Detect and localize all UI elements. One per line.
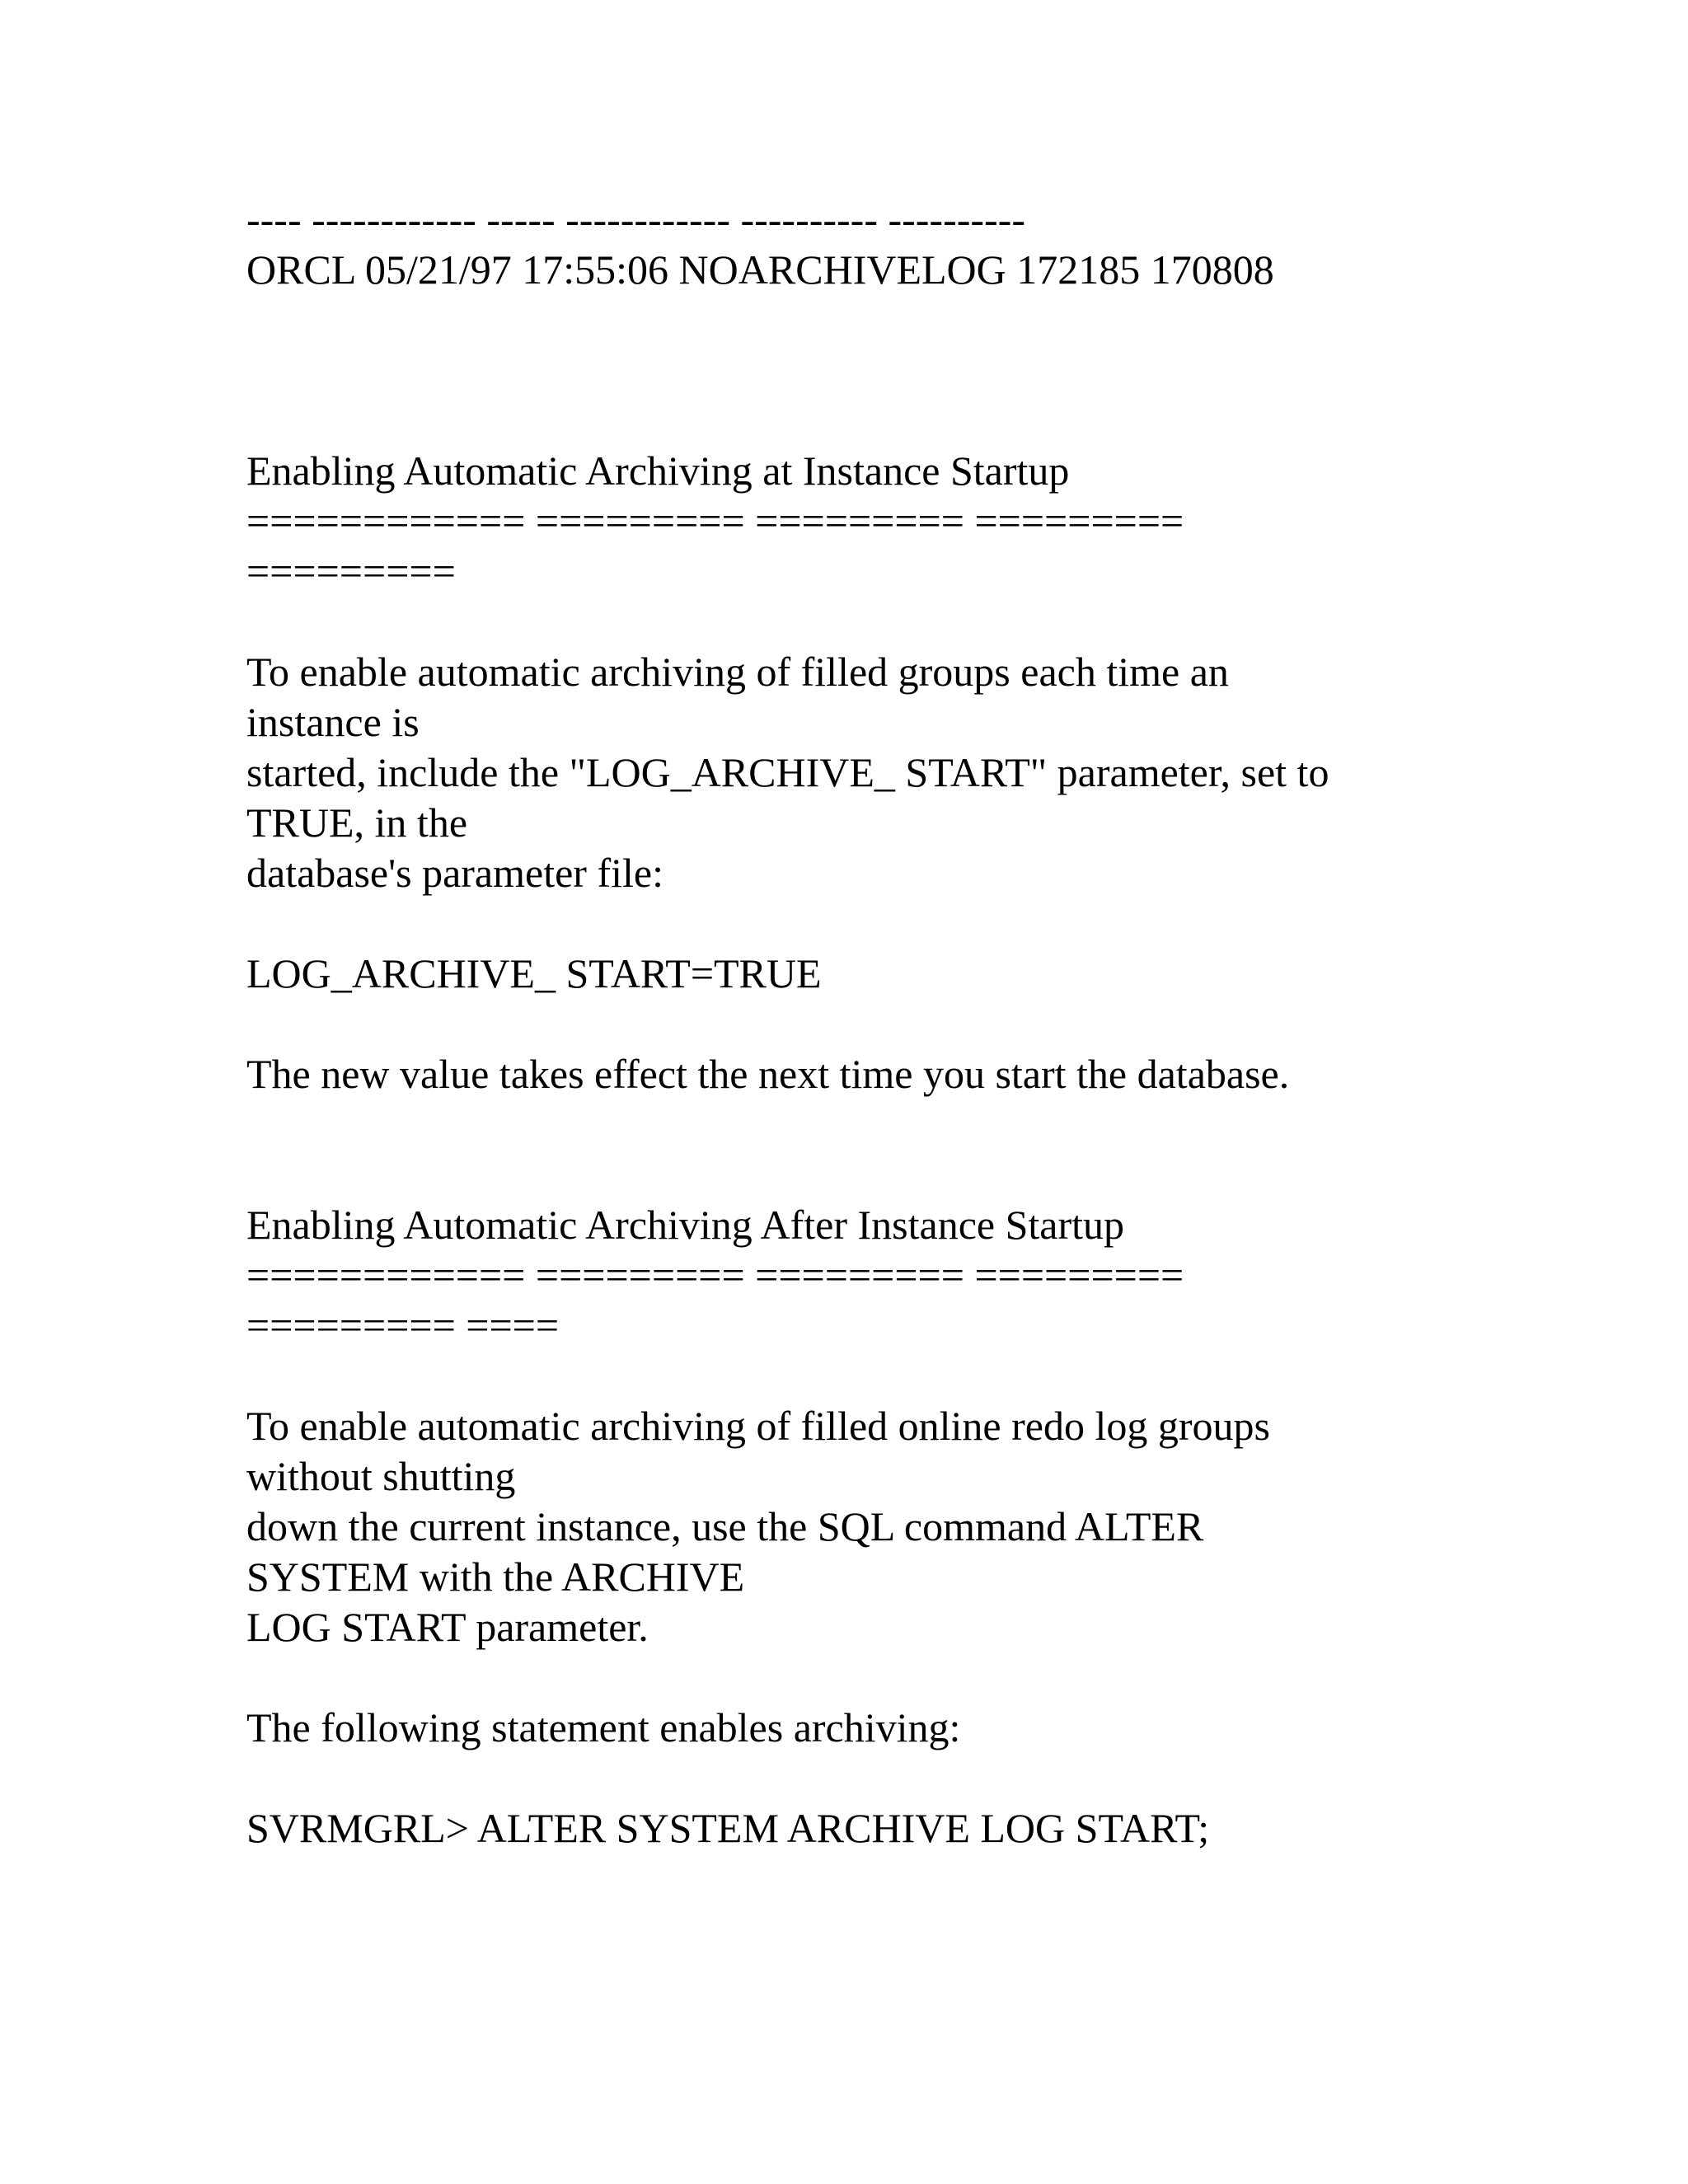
paragraph-line: started, include the "LOG_ARCHIVE_ START" parameter, set to: [246, 749, 1329, 795]
heading-underline: =========: [246, 548, 456, 594]
parameter-setting: LOG_ARCHIVE_ START=TRUE: [246, 950, 822, 996]
paragraph-line: database's parameter file:: [246, 850, 663, 896]
paragraph-line: To enable automatic archiving of filled online redo log groups: [246, 1403, 1270, 1449]
spacer: [246, 1652, 1483, 1703]
section-heading-after-startup: Enabling Automatic Archiving After Instance Startup: [246, 1202, 1125, 1248]
paragraph-line: To enable automatic archiving of filled groups each time an: [246, 649, 1229, 695]
paragraph-line: LOG START parameter.: [246, 1604, 649, 1650]
table-separator-rule: ---- ------------ ----- ------------ ---------- ----------: [246, 196, 1025, 242]
effect-note: The new value takes effect the next time you start the database.: [246, 1051, 1290, 1097]
table-data-row: ORCL 05/21/97 17:55:06 NOARCHIVELOG 172185 170808: [246, 246, 1274, 293]
document-body: [246, 194, 1483, 1854]
heading-underline: ========= ====: [246, 1302, 560, 1348]
spacer: [246, 597, 1483, 647]
paragraph-line: TRUE, in the: [246, 799, 468, 846]
sql-command: SVRMGRL> ALTER SYSTEM ARCHIVE LOG START;: [246, 1805, 1210, 1851]
spacer: [246, 898, 1483, 949]
spacer: [246, 295, 1483, 446]
statement-intro: The following statement enables archiving:: [246, 1704, 961, 1750]
spacer: [246, 1099, 1483, 1200]
section-heading-startup: Enabling Automatic Archiving at Instance Startup: [246, 448, 1070, 494]
paragraph-line: SYSTEM with the ARCHIVE: [246, 1554, 745, 1600]
paragraph-line: without shutting: [246, 1453, 516, 1499]
spacer: [246, 999, 1483, 1049]
paragraph-line: instance is: [246, 699, 420, 745]
paragraph-line: down the current instance, use the SQL command ALTER: [246, 1503, 1204, 1549]
spacer: [246, 1351, 1483, 1401]
heading-underline: ============ ========= ========= =========: [246, 498, 1184, 544]
spacer: [246, 1753, 1483, 1803]
heading-underline: ============ ========= ========= =========: [246, 1252, 1184, 1298]
